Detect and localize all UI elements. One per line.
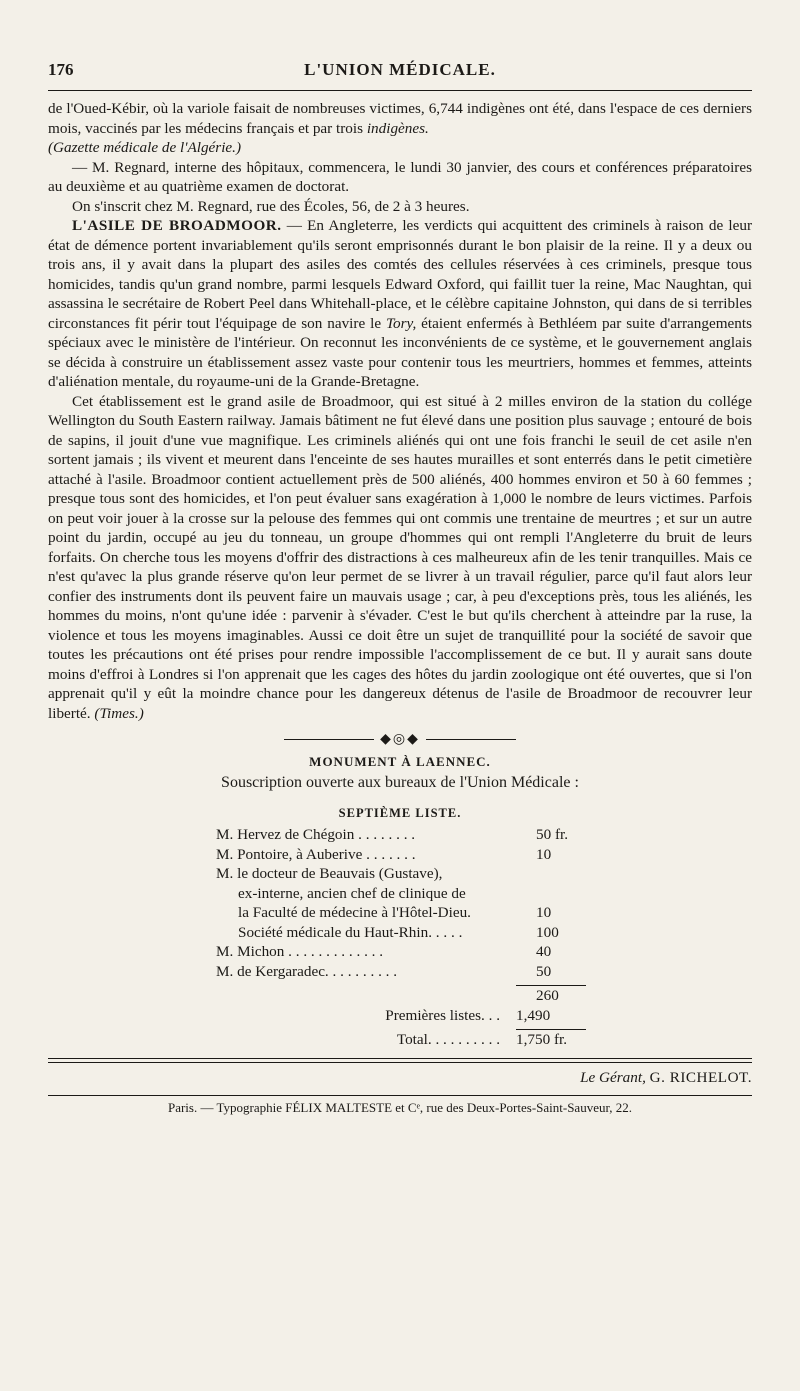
printer-imprint: Paris. — Typographie FÉLIX MALTESTE et Cᵉ, rue des Deux-Portes-Saint-Sauveur, 22. (167, 1099, 633, 1115)
monument-title: MONUMENT À LAENNEC. (309, 754, 491, 769)
gerant-signature: Le Gérant, G. RICHELOT. (580, 1068, 752, 1086)
source-citation: (Times.) (94, 704, 144, 722)
journal-page (48, 60, 752, 1116)
paragraph-broadmoor-intro (48, 216, 752, 392)
paragraph-regnard: — M. Regnard, interne des hôpitaux, commencera, le lundi 30 janvier, des cours et conférences préparatoires au deuxième et au quatrième examen de doctorat. (48, 158, 752, 195)
page-number: 176 (48, 60, 74, 79)
donation-row: M. le docteur de Beauvais (Gustave), (216, 865, 443, 882)
paragraph-inscription: On s'inscrit chez M. Regnard, rue des Écoles, 56, de 2 à 3 heures. (72, 197, 470, 215)
donation-row: ex-interne, ancien chef de clinique de (238, 884, 466, 902)
footer-double-rule (48, 1058, 752, 1063)
source-citation: (Gazette médicale de l'Algérie.) (48, 139, 242, 156)
paragraph-text: de l'Oued-Kébir, où la variole faisait de nombreuses victimes, 6,744 indigènes ont été, dans l'espace de ces derniers mois, vaccinés par les médecins français et par trois (48, 100, 752, 137)
donation-list (216, 825, 596, 1050)
donation-row: Société médicale du Haut-Rhin. . . . . 100 (238, 923, 559, 941)
donation-row: M. Michon . . . . . . . . . . . . . 40 (216, 943, 552, 960)
ship-name: Tory, (386, 314, 417, 332)
previous-lists-row: Premières listes. . . 1,490 (385, 1006, 551, 1024)
section-lead: L'ASILE DE BROADMOOR. (72, 217, 282, 234)
donation-row: la Faculté de médecine à l'Hôtel-Dieu. 10 (238, 904, 552, 921)
imprint-rule (48, 1095, 752, 1096)
donation-row: M. Hervez de Chégoin . . . . . . . . 50 fr. (216, 826, 569, 843)
total-row: Total. . . . . . . . . . 1,750 fr. (396, 1031, 568, 1048)
subscription-line: Souscription ouverte aux bureaux de l'Union Médicale : (221, 774, 579, 791)
donation-row: M. Pontoire, à Auberive . . . . . . . 10 (216, 845, 552, 863)
list-label: SEPTIÈME LISTE. (338, 806, 462, 820)
subtotal-row: 260 (536, 987, 559, 1004)
header-rule (48, 90, 752, 91)
journal-title: L'UNION MÉDICALE. (304, 60, 496, 79)
page-header (48, 60, 752, 86)
paragraph-text: étaient enfermés à Bethléem par suite d'arrangements spéciaux avec le ministère de l'intérieur. On reconnut les inconvénients de ce système, et le gouvernement anglais se décida à construire un établissement assez vaste pour contenir tous les meurtriers, hommes et femmes, atteints d'aliénation mentale, du royaume-uni de la Grande-Bretagne. (48, 314, 752, 390)
paragraph-text: Cet établissement est le grand asile de Broadmoor, qui est situé à 2 milles environ de la station du collége Wellington du South Eastern railway. Jamais bâtiment ne fut élevé dans une position plus sauvage ; entouré de bois de sapins, il jouit d'une vue magnifique. Les criminels aliénés qui ont une fois franchi le seuil de cet asile n'en sortent jamais ; ils vivent et meurent dans l'enceinte de ses hautes murailles et sont enterrés dans le petit cimetière attaché à l'asile. Broadmoor contient actuellement près de 500 aliénés, 400 hommes environ et 50 à 60 femmes ; presque tous sont des homicides, et l'on peut évaluer sans exagération à 1,000 le nombre de leurs victimes. Parfois on peut voir jouer à la crosse sur la pelouse des femmes qui ont commis une trentaine de meurtres ; et sur un autre point du jardin, occupé au jeu du tonneau, un groupe d'hommes qui ont rempli l'Angleterre du bruit de leurs forfaits. On cherche tous les moyens d'offrir des distractions à ces malheureux afin de les tenir tranquilles. Mais ce n'est qu'avec la plus grande réserve qu'on leur permet de se livrer à un travail régulier, parce qu'il faut alors leur confier des instruments dont ils peuvent faire un mauvais usage ; car, à peu d'exceptions près, tous les aliénés, les hommes du moins, n'ont qu'une idée : parvenir à s'évader. C'est le but qu'ils cherchent à atteindre par la ruse, la violence et tous les moyens imaginables. Aussi ce doit être un sujet de tranquillité pour la société de savoir que toutes les précautions ont été prises pour rendre impossible l'accomplissement de ce but. Il y aurait sans doute moins d'effroi à Londres si l'on apprenait que les cages des hôtes du jardin zoologique ont été ouvertes, que si l'on apprenait qu'il y eût la moindre chance pour les dangereux détenus de l'asile de Broadmoor de recouvrer leur liberté. (48, 392, 752, 722)
paragraph-algeria (48, 99, 752, 158)
paragraph-text: — En Angleterre, les verdicts qui acquittent des criminels à raison de leur état de démence portent invariablement qu'ils seront emprisonnés durant le bon plaisir de la reine. Il y a deux ou trois ans, il y avait dans la plupart des asiles des comtés des cellules réservées à ces criminels, presque tous homicides, tandis qu'un grand nombre, parmi lesquels Edward Oxford, qui faillit tuer la reine, Mac Naughtan, qui assassina le secrétaire de Robert Peel dans Whitehall-place, et le célèbre capitaine Johnston, qui dans de si terribles circonstances fit périr tout l'équipage de son navire le (48, 217, 753, 332)
donation-row: M. de Kergaradec. . . . . . . . . . 50 (216, 962, 552, 980)
italic-word: indigènes. (366, 119, 429, 137)
paragraph-broadmoor-description (48, 392, 752, 724)
section-ornament: ◆◎◆ (48, 731, 752, 748)
